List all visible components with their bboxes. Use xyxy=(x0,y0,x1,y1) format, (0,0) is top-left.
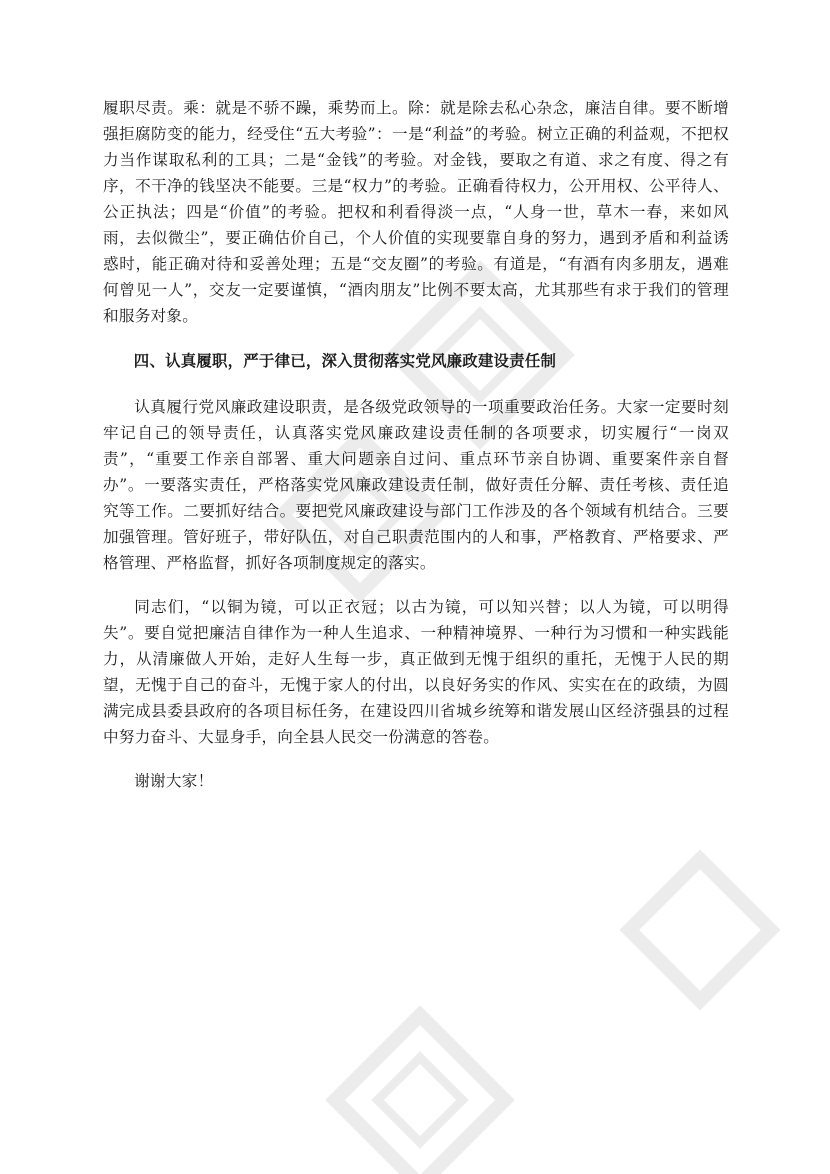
paragraph-responsibility: 认真履行党风廉政建设职责，是各级党政领导的一项重要政治任务。大家一定要时刻牢记自己的领导责任，认真落实党风廉政建设责任制的各项要求，切实履行“一岗双责”，“重要工作亲自部署、重大问题亲自过问、重点环节亲自协调、重要案件亲自督办”。一要落实责任，严格落实党风廉政建设责任制，做好责任分解、责任考核、责任追究等工作。二要抓好结合。要把党风廉政建设与部门工作涉及的各个领域有机结合。三要加强管理。管好班子，带好队伍，对自己职责范围内的人和事，严格教育、严格要求、严格管理、严格监督，抓好各项制度规定的落实。 xyxy=(103,398,729,572)
closing-thanks: 谢谢大家！ xyxy=(134,772,214,790)
watermark-diamond-lower-right xyxy=(629,859,770,1000)
paragraph-comrades: 同志们，“以铜为镜，可以正衣冠；以古为镜，可以知兴替；以人为镜，可以明得失”。要自觉把廉洁自律作为一种人生追求、一种精神境界、一种行为习惯和一种实践能力，从清廉做人开始，走好人生每一步，真正做到无愧于组织的重托，无愧于人民的期望，无愧于自己的奋斗，无愧于家人的付出，以良好务实的作风、实实在在的政绩，为圆满完成县委县政府的各项目标任务，在建设四川省城乡统筹和谐发展山区经济强县的过程中努力奋斗、大显身手，向全县人民交一份满意的答卷。 xyxy=(103,598,729,746)
paragraph-five-tests: 履职尽责。乘：就是不骄不躁，乘势而上。除：就是除去私心杂念，廉洁自律。要不断增强拒腐防变的能力，经受住“五大考验”：一是“利益”的考验。树立正确的利益观，不把权力当作谋取私利的工具；二是“金钱”的考验。对金钱，要取之有道、求之有度、得之有序，不干净的钱坚决不能要。三是“权力”的考验。正确看待权力，公开用权、公平待人、公正执法；四是“价值”的考验。把权和利看得淡一点，“人身一世，草木一春，来如风雨，去似微尘”，要正确估价自己，个人价值的实现要靠自身的努力，遇到矛盾和利益诱惑时，能正确对待和妥善处理；五是“交友圈”的考验。有道是，“有酒有肉多朋友，遇难何曾见一人”，交友一定要谨慎，“酒肉朋友”比例不要太高，尤其那些有求于我们的管理和服务对象。 xyxy=(103,99,729,325)
paragraph-spacer xyxy=(103,576,729,594)
watermark-diamond-bottom xyxy=(335,1015,505,1174)
paragraph-spacer xyxy=(103,750,729,768)
document-body xyxy=(103,95,729,794)
section-heading-four: 四、认真履职，严于律已，深入贯彻落实党风廉政建设责任制 xyxy=(133,352,557,370)
